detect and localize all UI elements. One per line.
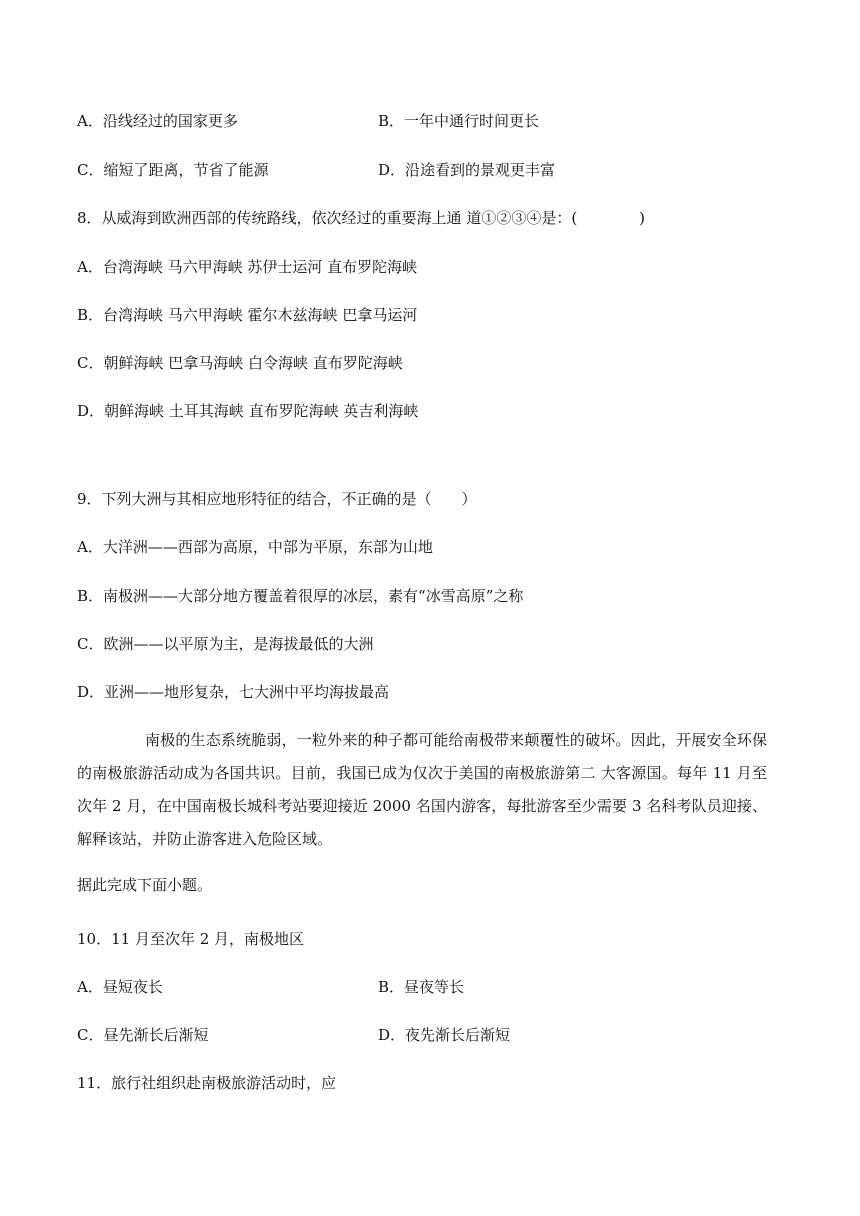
q8-option-b: B．台湾海峡 马六甲海峡 霍尔木兹海峡 巴拿马运河 — [77, 306, 418, 324]
q7-option-d: D．沿途看到的景观更丰富 — [378, 161, 556, 179]
q10-option-b: B．昼夜等长 — [378, 978, 465, 996]
q9-stem-close: ） — [461, 490, 477, 508]
q8-option-a: A．台湾海峡 马六甲海峡 苏伊士运河 直布罗陀海峡 — [77, 258, 418, 276]
q9-option-c: C．欧洲——以平原为主，是海拔最低的大洲 — [77, 635, 374, 653]
q10-stem: 10．11 月至次年 2 月，南极地区 — [77, 930, 305, 948]
q9-stem-text: 9．下列大洲与其相应地形特征的结合，不正确的是（ — [77, 490, 432, 508]
q11-stem: 11．旅行社组织赴南极旅游活动时，应 — [77, 1074, 337, 1092]
q9-option-a: A．大洋洲——西部为高原，中部为平原，东部为山地 — [77, 538, 433, 556]
q10-option-a: A．昼短夜长 — [77, 978, 163, 996]
q7-option-a: A．沿线经过的国家更多 — [77, 112, 238, 130]
q8-stem-close: ) — [639, 209, 646, 227]
q9-stem — [77, 489, 477, 509]
q8-stem-text: 8．从威海到欧洲西部的传统路线，依次经过的重要海上通 道①②③④是：( — [77, 209, 578, 227]
q8-stem — [77, 208, 645, 228]
q9-option-b: B．南极洲——大部分地方覆盖着很厚的冰层，素有“冰雪高原”之称 — [77, 587, 524, 605]
q7-option-b: B．一年中通行时间更长 — [378, 112, 540, 130]
reading-passage: 南极的生态系统脆弱，一粒外来的种子都可能给南极带来颠覆性的破坏。因此，开展安全环保的南极旅游活动成为各国共识。目前，我国已成为仅次于美国的南极旅游第二 大客源国。每年 11 月至次年 2 月，在中国南极长城科考站要迎接近 2000 名国内游客，每批游客至少需要 3 名科考队员迎接、解释该站，并防止游客进入危险区域。 — [77, 731, 767, 848]
q9-option-d: D．亚洲——地形复杂，七大洲中平均海拔最高 — [77, 683, 390, 701]
q10-option-c: C．昼先渐长后渐短 — [77, 1026, 209, 1044]
q8-option-d: D．朝鲜海峡 土耳其海峡 直布罗陀海峡 英吉利海峡 — [77, 402, 419, 420]
q8-option-c: C．朝鲜海峡 巴拿马海峡 白令海峡 直布罗陀海峡 — [77, 354, 403, 372]
q7-option-c: C．缩短了距离，节省了能源 — [77, 161, 269, 179]
passage-instruction: 据此完成下面小题。 — [77, 876, 213, 894]
q10-option-d: D．夜先渐长后渐短 — [378, 1026, 511, 1044]
